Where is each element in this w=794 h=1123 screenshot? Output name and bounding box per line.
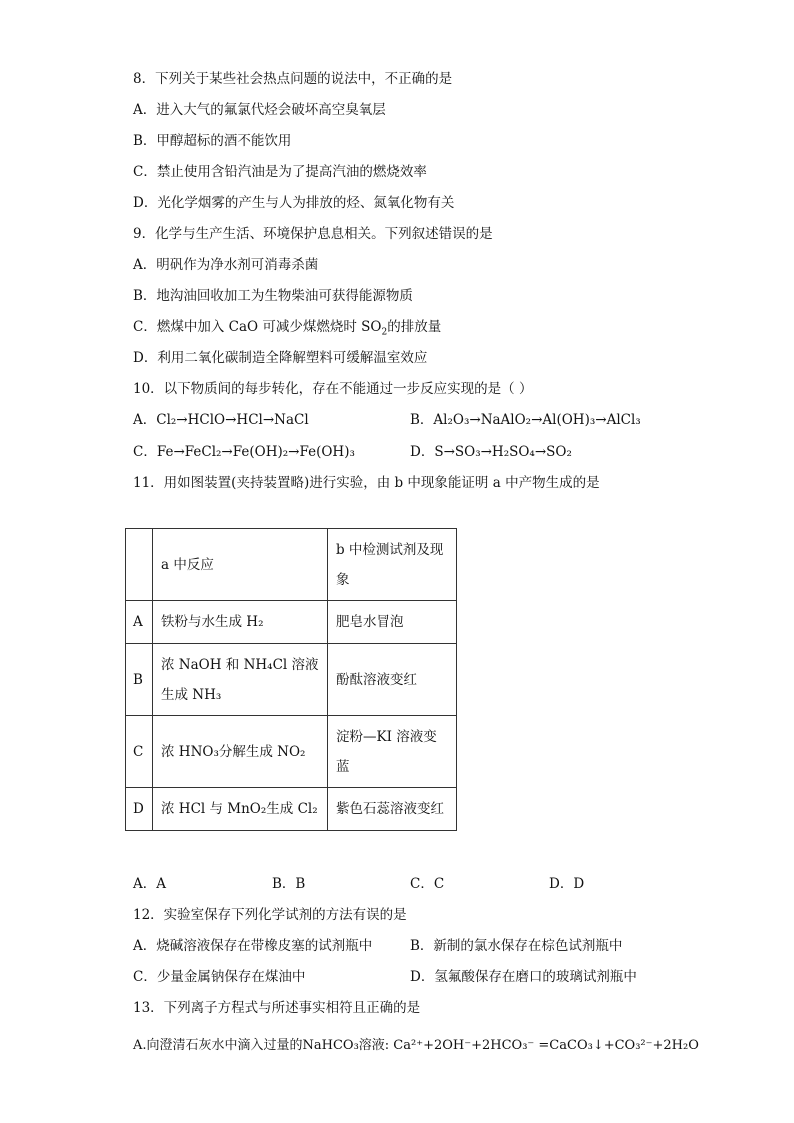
- q10-option-c: C．Fe→FeCl₂→Fe(OH)₂→Fe(OH)₃: [133, 444, 355, 460]
- row-detect: 酚酞溶液变红: [328, 644, 457, 716]
- q8-option-a: A．进入大气的氟氯代烃会破坏高空臭氧层: [133, 102, 386, 118]
- q12-option-d: D．氢氟酸保存在磨口的玻璃试剂瓶中: [410, 969, 637, 985]
- q8-option-c: C．禁止使用含铅汽油是为了提高汽油的燃烧效率: [133, 164, 427, 180]
- q13-option-a: A.向澄清石灰水中滴入过量的NaHCO₃溶液: Ca²⁺+2OH⁻+2HCO₃⁻ =CaCO₃↓+CO₃²⁻+2H₂O: [133, 1038, 699, 1053]
- q9-option-d: D．利用二氧化碳制造全降解塑料可缓解温室效应: [133, 350, 428, 366]
- row-reaction: 浓 HNO₃分解生成 NO₂: [153, 716, 328, 788]
- row-detect: 肥皂水冒泡: [328, 601, 457, 644]
- q11-stem: 11．用如图装置(夹持装置略)进行实验，由 b 中现象能证明 a 中产物生成的是: [133, 475, 600, 491]
- table-row: [126, 788, 457, 831]
- q13-stem: 13．下列离子方程式与所述事实相符且正确的是: [133, 1000, 421, 1016]
- q10-option-d: D．S→SO₃→H₂SO₄→SO₂: [410, 444, 572, 460]
- q12-option-a: A．烧碱溶液保存在带橡皮塞的试剂瓶中: [133, 938, 373, 954]
- q9-option-b: B．地沟油回收加工为生物柴油可获得能源物质: [133, 288, 413, 304]
- q12-option-b: B．新制的氯水保存在棕色试剂瓶中: [410, 938, 623, 954]
- q10-option-a: A．Cl₂→HClO→HCl→NaCl: [133, 412, 309, 428]
- q9-option-c: C．燃煤中加入 CaO 可减少煤燃烧时 $SO_2$的排放量: [133, 319, 442, 338]
- table-row: [126, 716, 457, 788]
- q12-option-c: C．少量金属钠保存在煤油中: [133, 969, 306, 985]
- row-label: D: [126, 788, 153, 831]
- table-row: [126, 601, 457, 644]
- q10-stem: 10．以下物质间的每步转化，存在不能通过一步反应实现的是（ ）: [133, 381, 533, 397]
- header-detect: b 中检测试剂及现象: [328, 529, 457, 601]
- row-label: B: [126, 644, 153, 716]
- q11-option-d: D．D: [549, 876, 585, 892]
- row-label: A: [126, 601, 153, 644]
- q9-stem: 9．化学与生产生活、环境保护息息相关。下列叙述错误的是: [133, 226, 493, 242]
- q11-option-b: B．B: [272, 876, 306, 892]
- header-reaction: a 中反应: [153, 529, 328, 601]
- row-label: C: [126, 716, 153, 788]
- q11-option-c: C．C: [410, 876, 445, 892]
- row-reaction: 铁粉与水生成 H₂: [153, 601, 328, 644]
- q10-option-b: B．Al₂O₃→NaAlO₂→Al(OH)₃→AlCl₃: [410, 412, 641, 428]
- table-header-row: [126, 529, 457, 601]
- q12-stem: 12．实验室保存下列化学试剂的方法有误的是: [133, 907, 407, 923]
- q11-option-a: A．A: [133, 876, 166, 892]
- row-reaction: 浓 HCl 与 MnO₂生成 Cl₂: [153, 788, 328, 831]
- row-reaction: 浓 NaOH 和 NH₄Cl 溶液生成 NH₃: [153, 644, 328, 716]
- table-row: [126, 644, 457, 716]
- q9-option-a: A．明矾作为净水剂可消毒杀菌: [133, 257, 319, 273]
- row-detect: 淀粉—KI 溶液变蓝: [328, 716, 457, 788]
- q8-option-d: D．光化学烟雾的产生与人为排放的烃、氮氧化物有关: [133, 195, 455, 211]
- q11-table: [125, 528, 457, 831]
- q8-stem: 8．下列关于某些社会热点问题的说法中，不正确的是: [133, 71, 453, 87]
- row-detect: 紫色石蕊溶液变红: [328, 788, 457, 831]
- q8-option-b: B．甲醇超标的酒不能饮用: [133, 133, 292, 149]
- table-corner-cell: [126, 529, 153, 601]
